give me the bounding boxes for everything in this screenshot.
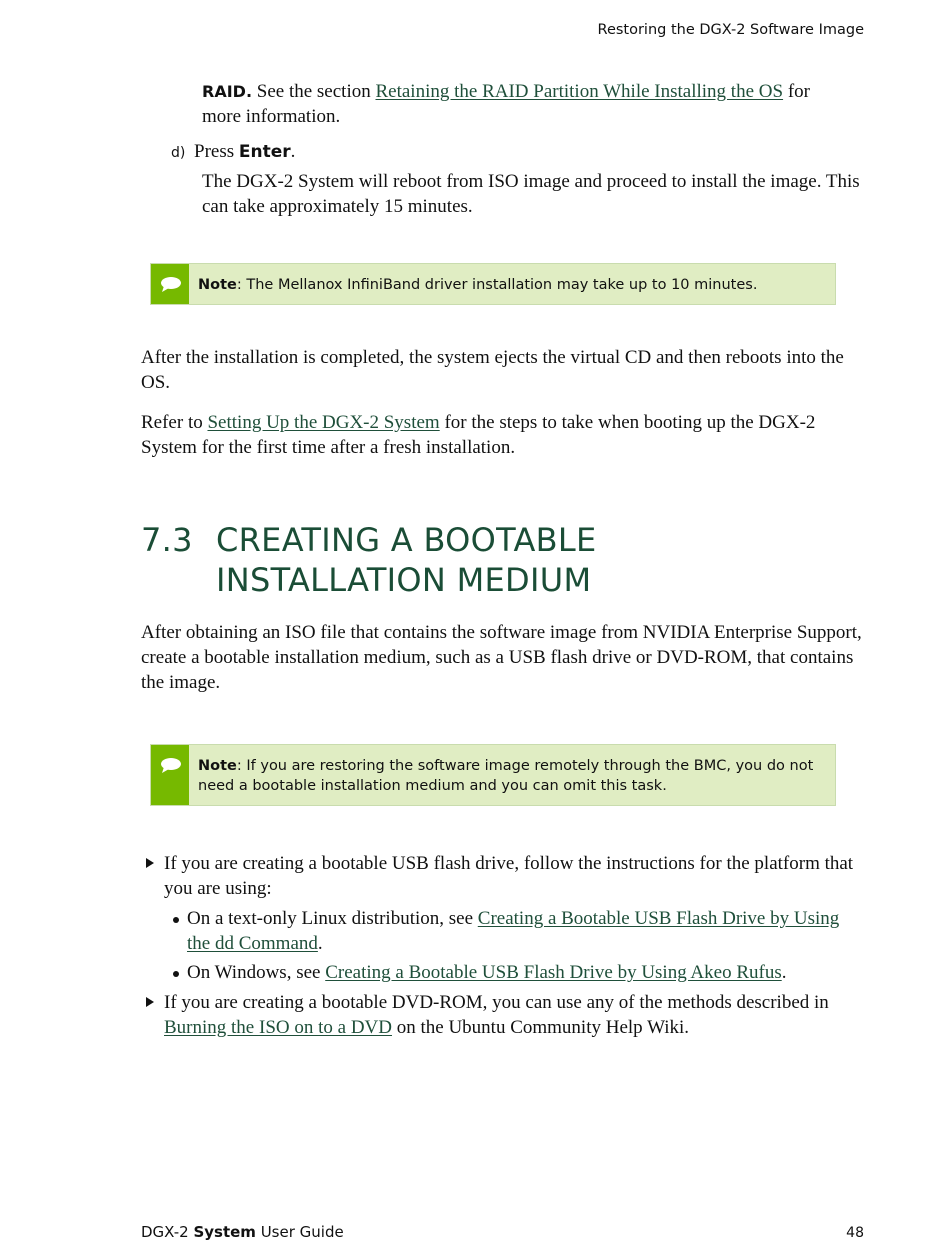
- page-number: 48: [846, 1225, 864, 1241]
- footer-doc-title: [141, 1223, 344, 1241]
- note-bar: [151, 264, 189, 304]
- enter-key-label: Enter: [238, 142, 291, 162]
- sub-item-windows: [187, 960, 867, 985]
- sub-item-linux-text: On a text-only Linux distribution, see: [187, 908, 478, 929]
- sub-item-windows-text: On Windows, see: [187, 962, 326, 983]
- paragraph-after-install: After the installation is completed, the system ejects the virtual CD and then reboots into the OS.: [141, 347, 844, 393]
- footer-bold: System: [193, 1223, 256, 1241]
- footer-suffix: User Guide: [255, 1223, 344, 1241]
- note-body: : The Mellanox InfiniBand driver installation may take up to 10 minutes.: [236, 277, 758, 293]
- step-d-marker: d): [171, 145, 186, 161]
- link-usb-dd-command[interactable]: Creating a Bootable USB Flash Drive by Using the dd Command: [187, 908, 840, 954]
- list-item-usb: If you are creating a bootable USB flash drive, follow the instructions for the platform that you are using:: [164, 853, 854, 899]
- dot-bullet-icon: [173, 971, 179, 977]
- step-d-detail: The DGX-2 System will reboot from ISO image and proceed to install the image. This can take approximately 15 minutes.: [202, 171, 860, 217]
- note-box-bmc: [150, 744, 836, 806]
- list-item-dvd: [164, 990, 864, 1040]
- sub-item-linux: [187, 906, 867, 956]
- section-title: CREATING A BOOTABLE INSTALLATION MEDIUM: [216, 521, 597, 599]
- list-item-dvd-text-end: on the Ubuntu Community Help Wiki.: [391, 1017, 690, 1038]
- step-c-text: See the section: [252, 81, 376, 102]
- note-text: [198, 756, 815, 796]
- running-header: Restoring the DGX-2 Software Image: [597, 22, 864, 38]
- speech-bubble-icon: [160, 757, 182, 775]
- section-number: 7.3: [141, 521, 193, 559]
- step-d-period: .: [290, 141, 296, 162]
- link-burning-iso-dvd[interactable]: Burning the ISO on to a DVD: [164, 1017, 392, 1038]
- step-d-instruction: [194, 139, 295, 165]
- footer-prefix: DGX-2: [141, 1223, 194, 1241]
- note-label: Note: [198, 277, 237, 293]
- list-item-dvd-text: If you are creating a bootable DVD-ROM, you can use any of the methods described in: [164, 992, 829, 1013]
- link-retaining-raid-partition[interactable]: Retaining the RAID Partition While Installing the OS: [375, 81, 784, 102]
- dot-bullet-icon: [173, 917, 179, 923]
- sub-item-linux-period: .: [317, 933, 323, 954]
- refer-text-end: for the steps to take when booting up the DGX-2 System for the first time after a fresh installation.: [141, 412, 816, 458]
- step-d-text: Press: [194, 141, 239, 162]
- paragraph-obtaining-iso: After obtaining an ISO file that contains the software image from NVIDIA Enterprise Support, create a bootable installation medium, such as a USB flash drive or DVD-ROM, that contains the image.: [141, 622, 862, 693]
- refer-text: Refer to: [141, 412, 208, 433]
- note-bar: [151, 745, 189, 805]
- triangle-bullet-icon: [146, 858, 154, 868]
- triangle-bullet-icon: [146, 997, 154, 1007]
- step-c-text-end: for more information.: [202, 81, 810, 127]
- note-box-infiniband: [150, 263, 836, 305]
- note-label: Note: [198, 758, 237, 774]
- speech-bubble-icon: [160, 276, 182, 294]
- sub-item-windows-period: .: [781, 962, 787, 983]
- note-body: : If you are restoring the software image remotely through the BMC, you do not need a bootable installation medium and you can omit this task.: [198, 758, 814, 794]
- link-setting-up-dgx2[interactable]: Setting Up the DGX-2 System: [207, 412, 440, 433]
- paragraph-refer: [141, 410, 866, 460]
- raid-bold-label: RAID.: [202, 82, 253, 101]
- note-text: [198, 275, 815, 295]
- step-c-continuation: [202, 79, 852, 129]
- link-usb-akeo-rufus[interactable]: Creating a Bootable USB Flash Drive by Using Akeo Rufus: [325, 962, 782, 983]
